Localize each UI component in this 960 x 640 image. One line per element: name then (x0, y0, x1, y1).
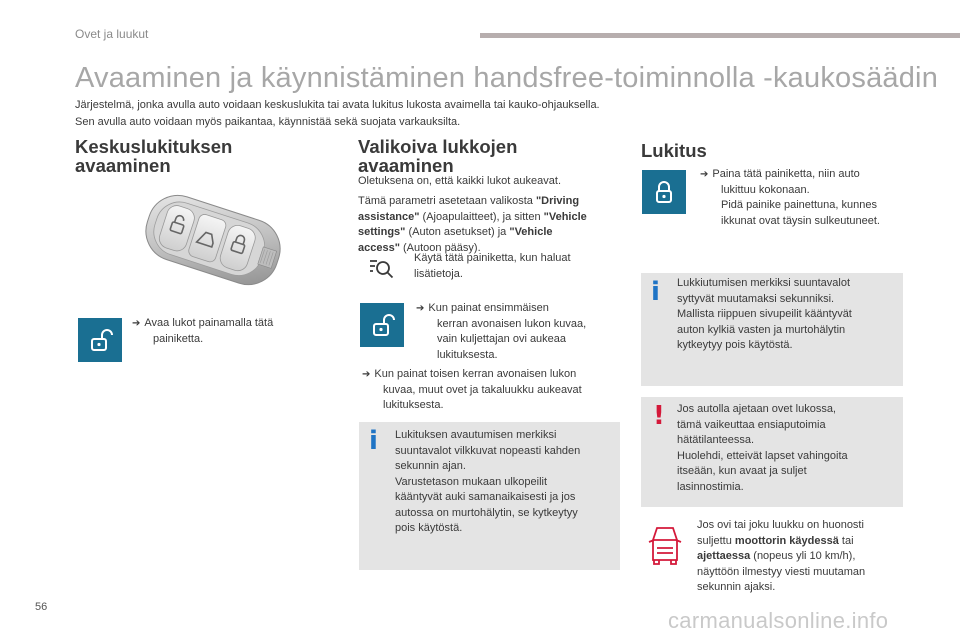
warning-icon: ! (653, 401, 665, 431)
watermark: carmanualsonline.info (668, 608, 889, 633)
step-text: painiketta. (153, 332, 204, 345)
step-text: lukituksesta. (383, 399, 444, 411)
selective-unlock-button-icon (360, 303, 404, 347)
lock-info-box (641, 273, 903, 386)
intro-line-1: Järjestelmä, jonka avulla auto voidaan keskuslukita tai avata lukitus lukosta avaimella tai kauko-ohjauksella. (75, 99, 600, 111)
step-text: lukittuu kokonaan. (721, 183, 810, 196)
unlock-step (132, 316, 273, 347)
info-text: Lukkiutumisen merkiksi suuntavalot syttyvät muutamaksi sekunniksi. Mallista riippuen sivupeilit kääntyvät auton kylkiä vasten ja murtohälytin kytkeytyy pois käytöstä. (677, 277, 852, 351)
page-number: 56 (35, 601, 48, 613)
step-text: lukituksesta. (437, 348, 498, 361)
menu-hint (414, 251, 571, 282)
arrow-icon: ➔ (416, 303, 425, 314)
info-icon: i (369, 426, 378, 456)
hint-text: lisätietoja. (414, 267, 463, 280)
heading-line: avaaminen (75, 155, 171, 176)
step-text: Paina tätä painiketta, niin auto (712, 168, 860, 180)
unlock-info-box (359, 422, 620, 570)
unlock-button-icon (78, 318, 122, 362)
unlocked-padlock-icon (85, 325, 115, 355)
key-fob-illustration (133, 185, 293, 295)
arrow-icon: ➔ (132, 318, 141, 329)
heading-selective-unlock (358, 137, 517, 175)
arrow-icon: ➔ (700, 169, 709, 180)
section-label: Ovet ja luukut (75, 27, 149, 41)
step-text: Kun painat ensimmäisen (428, 302, 549, 314)
heading-locking: Lukitus (641, 140, 707, 161)
header-bar (480, 33, 960, 38)
menu-path-text: Tämä parametri asetetaan valikosta "Driving assistance" (Ajoapulaitteet), ja sitten "Vehicle settings" (Auton asetukset) ja "Vehicle access" (Autoon pääsy). (358, 195, 587, 254)
info-text: Lukituksen avautumisen merkiksi suuntavalot vilkkuvat nopeasti kahden sekunnin ajan. Varustetason mukaan ulkopeilit kääntyvät auki samanaikaisesti ja jos autossa on murtohälytin, se kytkeytyy pois käytöstä. (395, 429, 581, 534)
lock-button-icon (642, 170, 686, 214)
heading-line: Keskuslukituksen (75, 136, 233, 157)
locked-padlock-icon (649, 177, 679, 207)
heading-line: avaaminen (358, 155, 454, 176)
unlocked-padlock-icon (367, 310, 397, 340)
step-text: Avaa lukot painamalla tätä (144, 317, 274, 329)
step-text: vain kuljettajan ovi aukeaa (437, 333, 567, 345)
step-text: ikkunat ovat täysin sulkeutuneet. (721, 214, 880, 227)
warning-text: Jos autolla ajetaan ovet lukossa, tämä vaikeuttaa ensiaputoimia hätätilanteessa. Huolehdi, etteivät lapset vahingoita itseään, kun avaat ja suljet lasinnostimia. (677, 403, 848, 493)
menu-settings-icon (366, 255, 396, 285)
default-text: Oletuksena on, että kaikki lukot aukeavat. (358, 175, 562, 187)
step-text: kuvaa, muut ovet ja takaluukku aukeavat (383, 383, 582, 396)
step-text: Kun painat toisen kerran avonaisen lukon (374, 368, 577, 380)
first-press-step (416, 301, 586, 363)
lock-step (700, 167, 880, 229)
step-text: Pidä painike painettuna, kunnes (721, 199, 877, 211)
door-open-alert-icon (645, 521, 685, 567)
heading-line: Valikoiva lukkojen (358, 136, 518, 157)
page-title: Avaaminen ja käynnistäminen handsfree-toiminnolla -kaukosäädin (75, 62, 939, 94)
door-alert-text: Jos ovi tai joku luukku on huonosti suljettu moottorin käydessä tai ajettaessa (nopeus yli 10 km/h), näyttöön ilmestyy viesti muutaman sekunnin ajaksi. (697, 519, 866, 593)
intro-line-2: Sen avulla auto voidaan myös paikantaa, käynnistää sekä suojata varkauksilta. (75, 116, 461, 128)
hint-text: Käytä tätä painiketta, kun haluat (414, 252, 571, 264)
heading-central-unlock (75, 137, 232, 175)
arrow-icon: ➔ (362, 369, 371, 380)
info-icon: i (651, 277, 660, 307)
second-press-step (362, 367, 582, 414)
step-text: kerran avonaisen lukon kuvaa, (437, 317, 587, 330)
lock-warning-box (641, 397, 903, 507)
